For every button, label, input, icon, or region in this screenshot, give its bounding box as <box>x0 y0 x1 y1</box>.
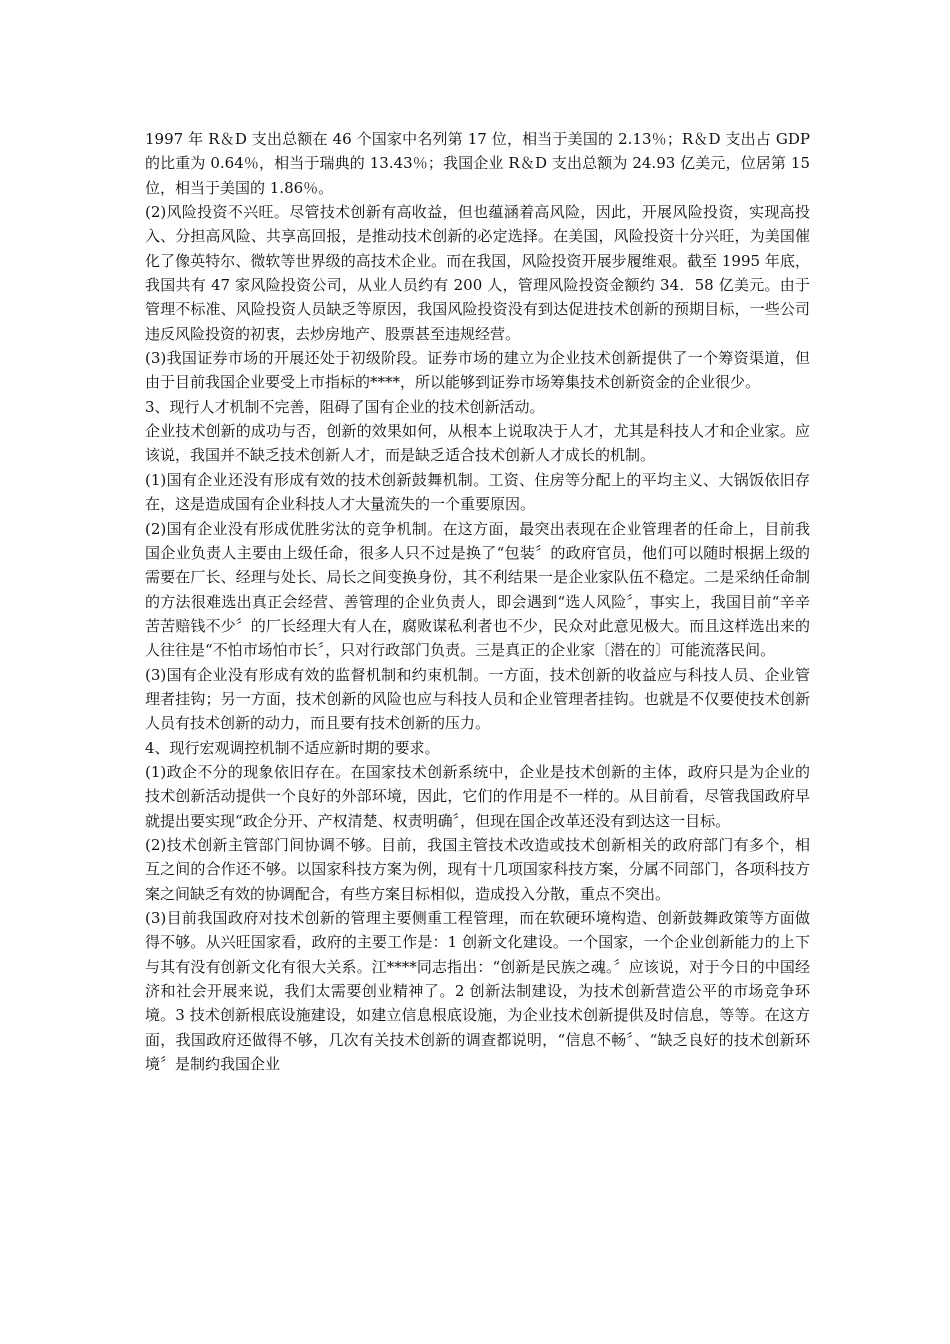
paragraph-government-management: (3)目前我国政府对技术创新的管理主要侧重工程管理，而在软硬环境构造、创新鼓舞政策等方面做得不够。从兴旺国家看，政府的主要工作是：1 创新文化建设。一个国家，一个企业创新能力的上下与其有没有创新文化有很大关系。江****同志指出：“创新是民族之魂。〞应该说，对于今日的中国经济和社会开展来说，我们太需要创业精神了。2 创新法制建设，为技术创新营造公平的市场竞争环境。3 技术创新根底设施建设，如建立信息根底设施，为企业技术创新提供及时信息，等等。在这方面，我国政府还做得不够，几次有关技术创新的调查都说明，“信息不畅〞、“缺乏良好的技术创新环境〞是制约我国企业 <box>145 909 810 1074</box>
paragraph-supervision-mechanism: (3)国有企业没有形成有效的监督机制和约束机制。一方面，技术创新的收益应与科技人员、企业管理者挂钩；另一方面，技术创新的风险也应与科技人员和企业管理者挂钩。也就是不仅要使技术创新人员有技术创新的动力，而且要有技术创新的压力。 <box>145 665 810 733</box>
paragraph-government-enterprise: (1)政企不分的现象依旧存在。在国家技术创新系统中，企业是技术创新的主体，政府只是为企业的技术创新活动提供一个良好的外部环境，因此，它们的作用是不一样的。从目前看，尽管我国政府早就提出要实现“政企分开、产权清楚、权责明确〞，但现在国企改革还没有到达这一目标。 <box>145 762 810 830</box>
paragraph-rd-spending: 1997 年 R＆D 支出总额在 46 个国家中名列第 17 位，相当于美国的 2.13％；R＆D 支出占 GDP 的比重为 0.64％，相当于瑞典的 13.43％；我国企业 R＆D 支出总额为 24.93 亿美元，位居第 15 位，相当于美国的 1.86％。 <box>145 130 810 197</box>
paragraph-securities-market: (3)我国证券市场的开展还处于初级阶段。证券市场的建立为企业技术创新提供了一个筹资渠道，但由于目前我国企业要受上市指标的****，所以能够到证券市场筹集技术创新资金的企业很少。 <box>145 349 810 392</box>
paragraph-competition-mechanism: (2)国有企业没有形成优胜劣汰的竞争机制。在这方面，最突出表现在企业管理者的任命上，目前我国企业负责人主要由上级任命，很多人只不过是换了“包装〞的政府官员，他们可以随时根据上级的需要在厂长、经理与处长、局长之间变换身份，其不利结果一是企业家队伍不稳定。二是采纳任命制的方法很难选出真正会经营、善管理的企业负责人，即会遇到“选人风险〞，事实上，我国目前“辛辛苦苦赔钱不少〞的厂长经理大有人在，腐败谋私利者也不少，民众对此意见极大。而且这样选出来的人往往是“不怕市场怕市长〞，只对行政部门负责。三是真正的企业家〔潜在的〕可能流落民间。 <box>145 519 810 660</box>
section-heading-macro-control: 4、现行宏观调控机制不适应新时期的要求。 <box>145 738 440 757</box>
paragraph-venture-capital: (2)风险投资不兴旺。尽管技术创新有高收益，但也蕴涵着高风险，因此，开展风险投资，实现高投入、分担高风险、共享高回报，是推动技术创新的必定选择。在美国，风险投资十分兴旺，为美国催化了像英特尔、微软等世界级的高技术企业。而在我国，风险投资开展步履维艰。截至 1995 年底，我国共有 47 家风险投资公司，从业人员约有 200 人，管理风险投资金额约 34．58 亿美元。由于管理不标准、风险投资人员缺乏等原因，我国风险投资没有到达促进技术创新的预期目标，一些公司违反风险投资的初衷，去炒房地产、股票甚至违规经营。 <box>145 203 810 343</box>
section-heading-talent-mechanism: 3、现行人才机制不完善，阻碍了国有企业的技术创新活动。 <box>145 397 545 416</box>
paragraph-talent-intro: 企业技术创新的成功与否，创新的效果如何，从根本上说取决于人才，尤其是科技人才和企业家。应该说，我国并不缺乏技术创新人才，而是缺乏适合技术创新人才成长的机制。 <box>145 422 810 465</box>
paragraph-incentive-mechanism: (1)国有企业还没有形成有效的技术创新鼓舞机制。工资、住房等分配上的平均主义、大锅饭依旧存在，这是造成国有企业科技人才大量流失的一个重要原因。 <box>145 470 810 514</box>
paragraph-department-coordination: (2)技术创新主管部门间协调不够。目前，我国主管技术改造或技术创新相关的政府部门有多个，相互之间的合作还不够。以国家科技方案为例，现有十几项国家科技方案，分属不同部门，各项科技方案之间缺乏有效的协调配合，有些方案目标相似，造成投入分散，重点不突出。 <box>145 835 810 903</box>
document-body <box>145 127 810 1076</box>
